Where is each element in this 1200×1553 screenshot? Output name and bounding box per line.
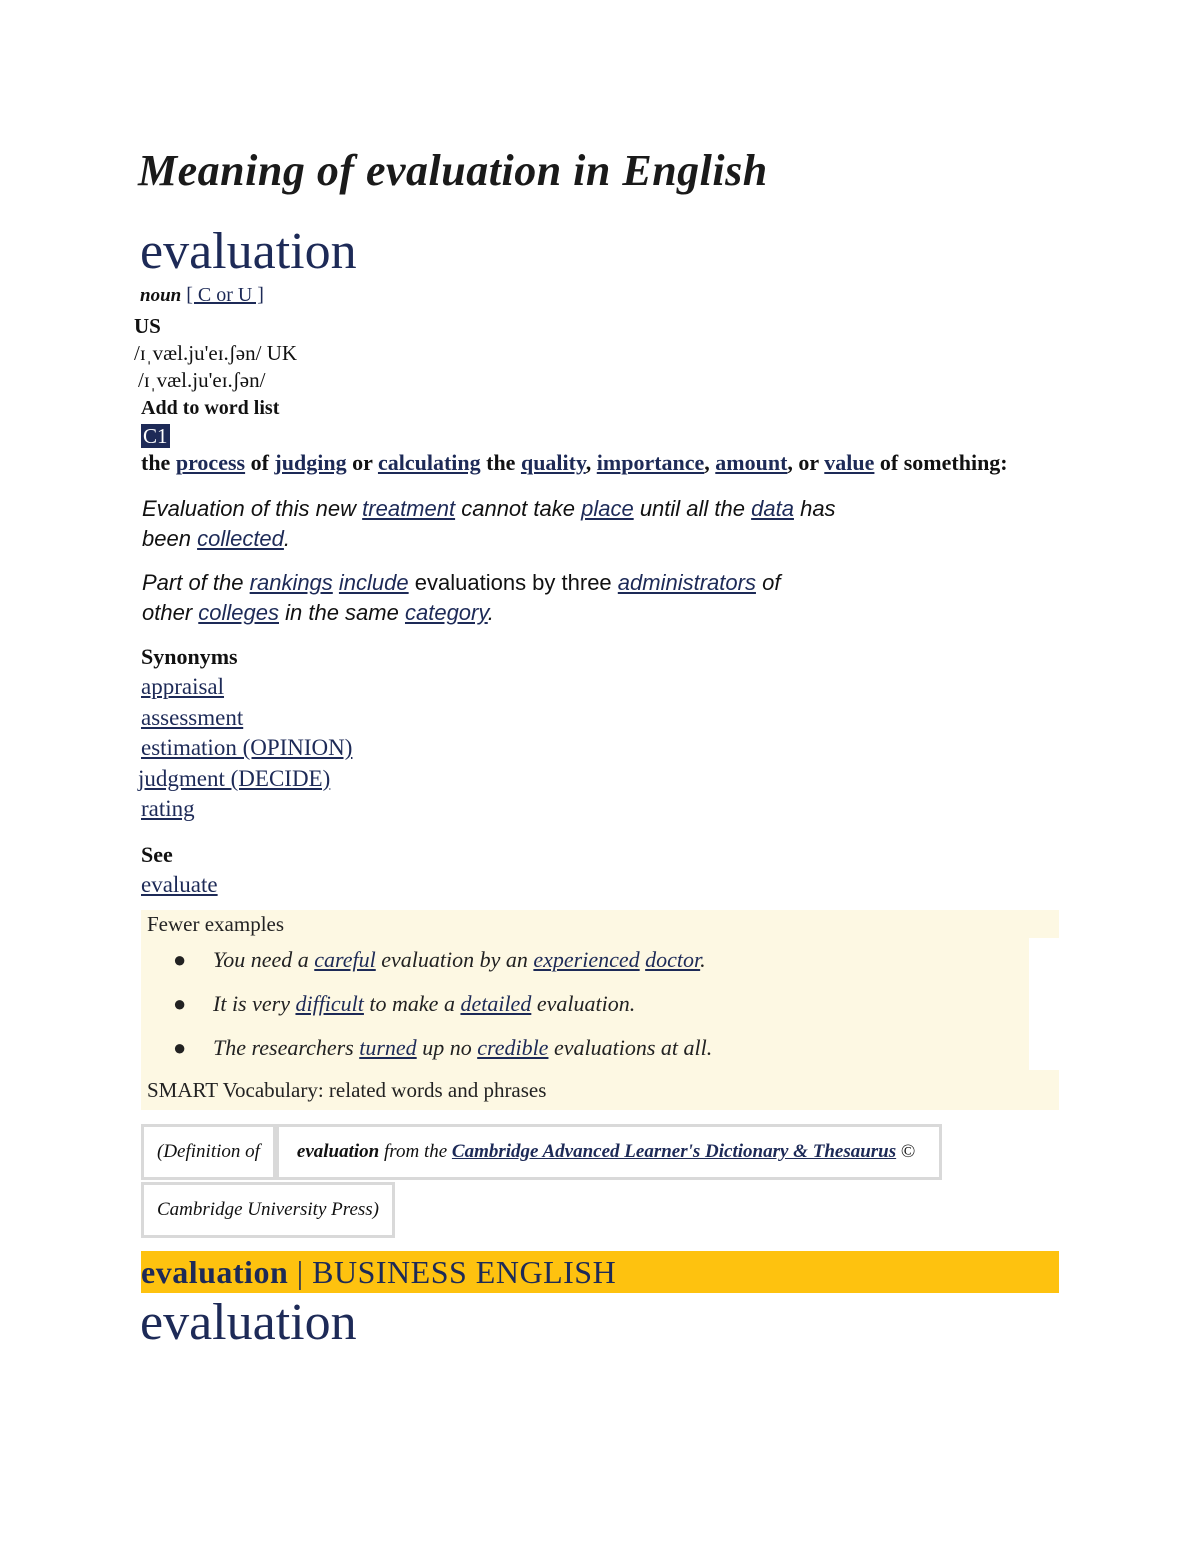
dictionary-source-link[interactable]: Cambridge Advanced Learner's Dictionary & Thesaurus xyxy=(451,1141,897,1162)
business-english-header: evaluation | BUSINESS ENGLISH xyxy=(141,1251,1059,1293)
headword: evaluation xyxy=(140,223,357,280)
see-label: See xyxy=(141,841,173,867)
business-headword: evaluation xyxy=(140,1294,357,1351)
synonyms-label: Synonyms xyxy=(141,644,238,669)
ex-link-category[interactable]: category xyxy=(404,600,488,625)
title-suffix: in English xyxy=(573,146,768,195)
example-sentence-1: Evaluation of this new treatment cannot take place until all the data has been collected. xyxy=(142,496,836,551)
list-item: ● It is very difficult to make a detailed evaluation. xyxy=(173,982,1059,1026)
dictionary-page xyxy=(134,140,1068,1353)
synonym-link[interactable]: assessment xyxy=(141,704,244,730)
synonym-link[interactable]: judgment (DECIDE) xyxy=(138,765,331,791)
add-to-word-list-button[interactable]: Add to word list xyxy=(141,397,280,419)
def-link-importance[interactable]: importance xyxy=(596,450,705,475)
fewer-examples-toggle[interactable]: Fewer examples xyxy=(147,912,285,936)
example-sentence-2: Part of the rankings include evaluations by three administrators of other colleges in the same category. xyxy=(142,570,781,625)
title-prefix: Meaning of xyxy=(138,146,355,195)
citation-cell: Cambridge University Press) xyxy=(141,1182,395,1238)
list-item: ● The researchers turned up no credible evaluations at all. xyxy=(173,1026,1059,1070)
ex-link-administrators[interactable]: administrators xyxy=(617,570,756,595)
ex-link-place[interactable]: place xyxy=(581,496,634,521)
part-of-speech: noun xyxy=(140,285,182,306)
ex-link-experienced[interactable]: experienced xyxy=(533,947,640,972)
uk-pronunciation: /ɪˌvæl.ju'eɪ.ʃən/ xyxy=(138,368,266,392)
more-examples-list xyxy=(141,938,1059,1070)
ex-link-colleges[interactable]: colleges xyxy=(198,600,279,625)
grammar-code-link[interactable]: [ C or U ] xyxy=(186,284,264,306)
list-item: ● You need a careful evaluation by an experienced doctor. xyxy=(173,938,1059,982)
citation-row xyxy=(141,1182,1068,1238)
ex-link-careful[interactable]: careful xyxy=(314,947,376,972)
citation-cell: evaluation from the Cambridge Advanced Learner's Dictionary & Thesaurus © xyxy=(276,1124,942,1180)
citation-row xyxy=(141,1124,1068,1180)
us-pronunciation: /ɪˌvæl.ju'eɪ.ʃən/ xyxy=(134,341,262,365)
synonym-link[interactable]: appraisal xyxy=(141,674,225,699)
us-label: US xyxy=(134,314,161,338)
level-badge: C1 xyxy=(143,424,168,448)
synonym-link[interactable]: estimation (OPINION) xyxy=(141,735,353,760)
ex-link-treatment[interactable]: treatment xyxy=(362,496,456,521)
pronunciation xyxy=(134,313,1068,394)
bullet-icon: ● xyxy=(173,947,187,972)
page-title xyxy=(138,140,1068,202)
bullet-icon: ● xyxy=(173,991,187,1016)
def-link-judging[interactable]: judging xyxy=(274,450,347,475)
bullet-icon: ● xyxy=(173,1035,187,1060)
ex-link-turned[interactable]: turned xyxy=(359,1035,417,1060)
ex-link-detailed[interactable]: detailed xyxy=(460,991,532,1016)
ex-link-doctor[interactable]: doctor xyxy=(645,947,701,972)
def-link-value[interactable]: value xyxy=(824,450,875,475)
more-examples-box xyxy=(141,910,1059,1110)
def-link-quality[interactable]: quality xyxy=(520,450,586,475)
citation-cell: (Definition of xyxy=(141,1124,276,1180)
def-link-amount[interactable]: amount xyxy=(715,450,788,475)
ex-link-credible[interactable]: credible xyxy=(477,1035,549,1060)
synonym-link[interactable]: rating xyxy=(141,796,195,821)
smart-vocabulary-link[interactable]: SMART Vocabulary: related words and phrases xyxy=(147,1078,547,1102)
ex-link-include[interactable]: include xyxy=(338,570,409,595)
def-link-process[interactable]: process xyxy=(175,450,246,475)
title-word: evaluation xyxy=(365,146,562,195)
def-link-calculating[interactable]: calculating xyxy=(377,450,481,475)
uk-label: UK xyxy=(266,341,298,365)
ex-link-rankings[interactable]: rankings xyxy=(249,570,333,595)
ex-link-collected[interactable]: collected xyxy=(197,526,284,551)
definition: the process of judging or calculating the quality, importance, amount, or value of something: xyxy=(141,450,1008,475)
see-link[interactable]: evaluate xyxy=(141,871,218,897)
ex-link-difficult[interactable]: difficult xyxy=(295,991,364,1016)
pos-line xyxy=(140,282,1068,309)
ex-link-data[interactable]: data xyxy=(751,496,794,521)
